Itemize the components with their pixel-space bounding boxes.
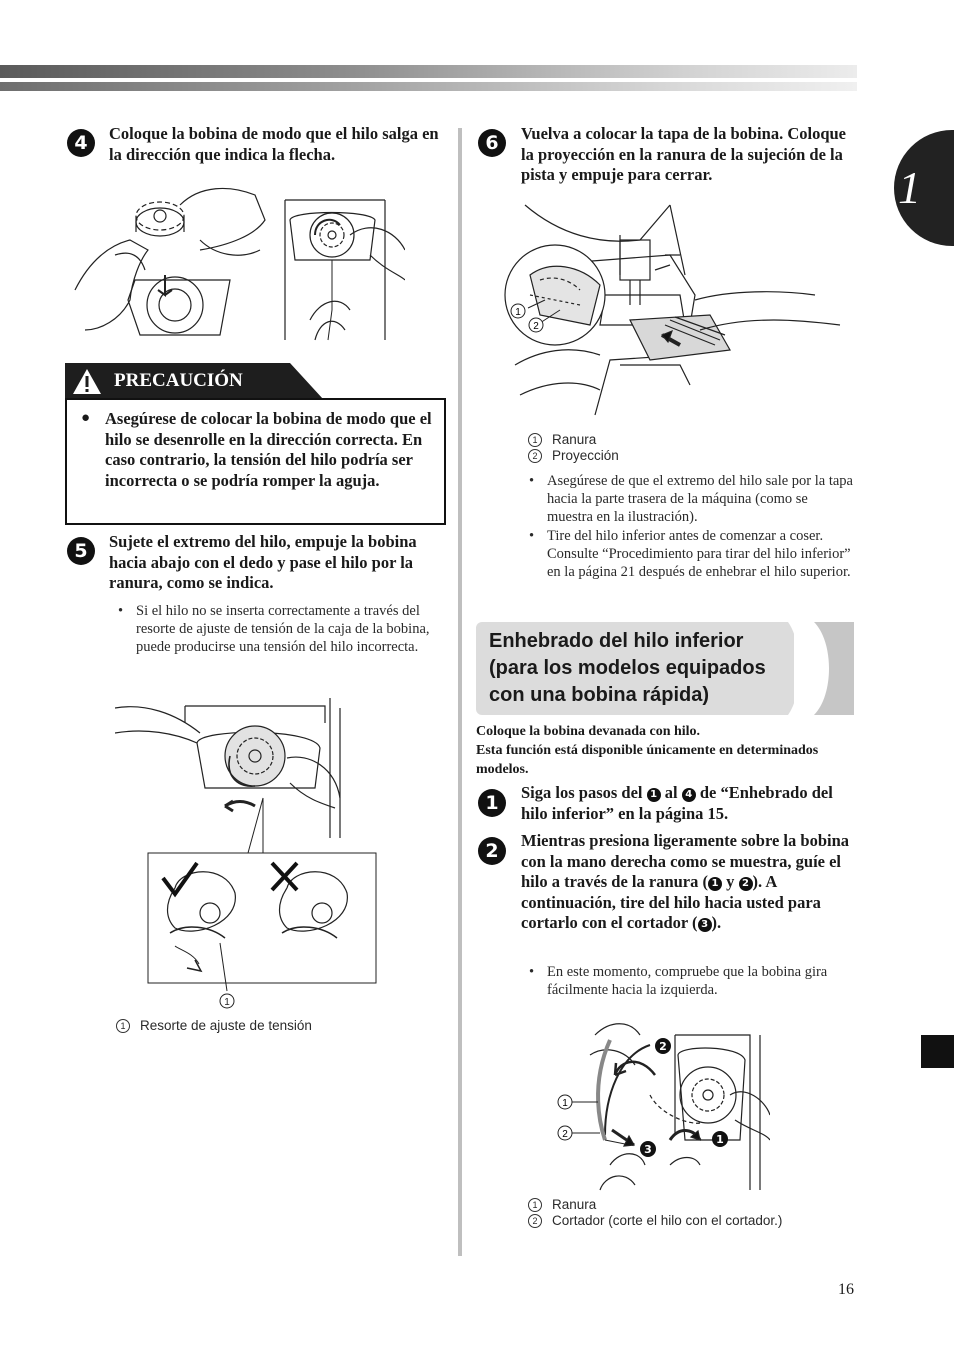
header-stripe-bottom [0, 82, 857, 91]
bullet-text: Asegúrese de que el extremo del hilo sale por la tapa hacia la parte trasera de la máquina (como se muestra en la ilustración). [547, 473, 853, 525]
callout-cutter: 2 [562, 1129, 568, 1140]
step-5-bullet [118, 602, 443, 656]
caution-bullet-dot: ● [81, 410, 91, 426]
page-number: 16 [838, 1281, 854, 1298]
caption-text: Ranura [552, 432, 597, 447]
section-title-line-2: (para los modelos equipados [489, 657, 766, 679]
step-4-text: Coloque la bobina de modo que el hilo salga en la dirección que indica la flecha. [109, 124, 439, 164]
caption-tension-spring [116, 1018, 312, 1034]
callout-projection: 2 [533, 321, 539, 332]
tension-spring-illustration [115, 688, 380, 1018]
bullet-dot: • [529, 964, 535, 980]
caption-text: Ranura [552, 1197, 597, 1212]
text-part: Mientras presiona ligeramente sobre la bobina con la mano derecha como se muestra, guíe el hilo a través de la ranura ( [521, 831, 850, 891]
header-stripe-top [0, 65, 857, 78]
substep-2-bullet [529, 963, 857, 999]
section-title-line-3: con una bobina rápida) [489, 684, 710, 706]
step-ref: 2 [739, 877, 753, 891]
step-ref: 3 [698, 918, 712, 932]
substep-2-text [521, 831, 856, 934]
bullet-text: En este momento, compruebe que la bobina gira fácilmente hacia la izquierda. [547, 964, 828, 998]
chapter-number: 1 [898, 162, 921, 213]
substep-1-number: 1 [478, 789, 506, 817]
section-intro [476, 722, 856, 779]
callout-tension-spring: 1 [224, 997, 230, 1008]
caption-number: 1 [528, 433, 542, 447]
intro-line-1: Coloque la bobina devanada con hilo. [476, 724, 701, 739]
caption-cutter [528, 1213, 782, 1229]
bobbin-insert-illustration [70, 180, 405, 345]
caption-slot-2 [528, 1197, 596, 1213]
substep-2-number: 2 [478, 837, 506, 865]
bullet-dot: • [118, 603, 124, 619]
caption-number: 1 [116, 1019, 130, 1033]
step-ref: 1 [708, 877, 722, 891]
step-6-bullet-1 [529, 472, 857, 526]
text-part: ). [711, 913, 722, 932]
side-index-mark [921, 1035, 954, 1068]
step-6-bullet-2 [529, 527, 857, 581]
bullet-text: Tire del hilo inferior antes de comenzar a coser. Consulte “Procedimiento para tirar del hilo inferior” en la página 21 después de enhebrar el hilo superior. [547, 528, 851, 580]
step-6-number: 6 [478, 129, 506, 157]
callout-slot: 1 [562, 1098, 568, 1109]
caption-text: Cortador (corte el hilo con el cortador.) [552, 1213, 783, 1228]
caution-box [65, 398, 446, 525]
callout-slot: 1 [515, 307, 521, 318]
step-4-number: 4 [67, 129, 95, 157]
bobbin-cover-illustration [500, 195, 850, 430]
section-title-line-1: Enhebrado del hilo inferior [489, 630, 744, 652]
caption-text: Proyección [552, 448, 619, 463]
text-part: Siga los pasos del [521, 783, 647, 802]
caption-projection [528, 448, 619, 464]
caption-number: 2 [528, 449, 542, 463]
column-divider [458, 128, 462, 1256]
flow-step-3-marker: 3 [644, 1143, 652, 1156]
chapter-tab [894, 130, 954, 246]
section-title [489, 628, 809, 709]
bullet-dot: • [529, 528, 535, 544]
text-part: y [722, 872, 739, 891]
text-part: de “Enhebrado del hilo inferior” en la página 15. [521, 783, 833, 823]
flow-step-2-marker: 2 [659, 1040, 667, 1053]
step-5-text: Sujete el extremo del hilo, empuje la bobina hacia abajo con el dedo y pase el hilo por la ranura, como se indica. [109, 532, 417, 592]
step-6-text: Vuelva a colocar la tapa de la bobina. Coloque la proyección en la ranura de la sujeción de la pista y empuje para cerrar. [521, 124, 846, 184]
caption-number: 2 [528, 1214, 542, 1228]
step-5-bullet-text: Si el hilo no se inserta correctamente a través del resorte de ajuste de tensión de la caja de la bobina, puede producirse una tensión del hilo incorrecta. [136, 603, 430, 655]
caption-text: Resorte de ajuste de tensión [140, 1018, 312, 1033]
step-ref: 4 [682, 788, 696, 802]
caution-text: Asegúrese de colocar la bobina de modo que el hilo se desenrolle en la dirección correcta. En caso contrario, la tensión del hilo podría ser incorrecta o se podría romper la aguja. [105, 409, 432, 490]
quick-bobbin-illustration [550, 1015, 770, 1195]
caption-slot [528, 432, 596, 448]
flow-step-1-marker: 1 [716, 1133, 724, 1146]
step-ref: 1 [647, 788, 661, 802]
intro-line-2: Esta función está disponible únicamente en determinados modelos. [476, 743, 819, 777]
text-part: al [660, 783, 682, 802]
bullet-dot: • [529, 473, 535, 489]
caption-number: 1 [528, 1198, 542, 1212]
text-part: ). A continuación, tire del hilo hacia usted para cortarlo con el cortador ( [521, 872, 821, 932]
caution-title: PRECAUCIÓN [114, 370, 243, 391]
substep-1-text [521, 783, 856, 824]
step-5-number: 5 [67, 537, 95, 565]
header-bar [0, 65, 857, 91]
